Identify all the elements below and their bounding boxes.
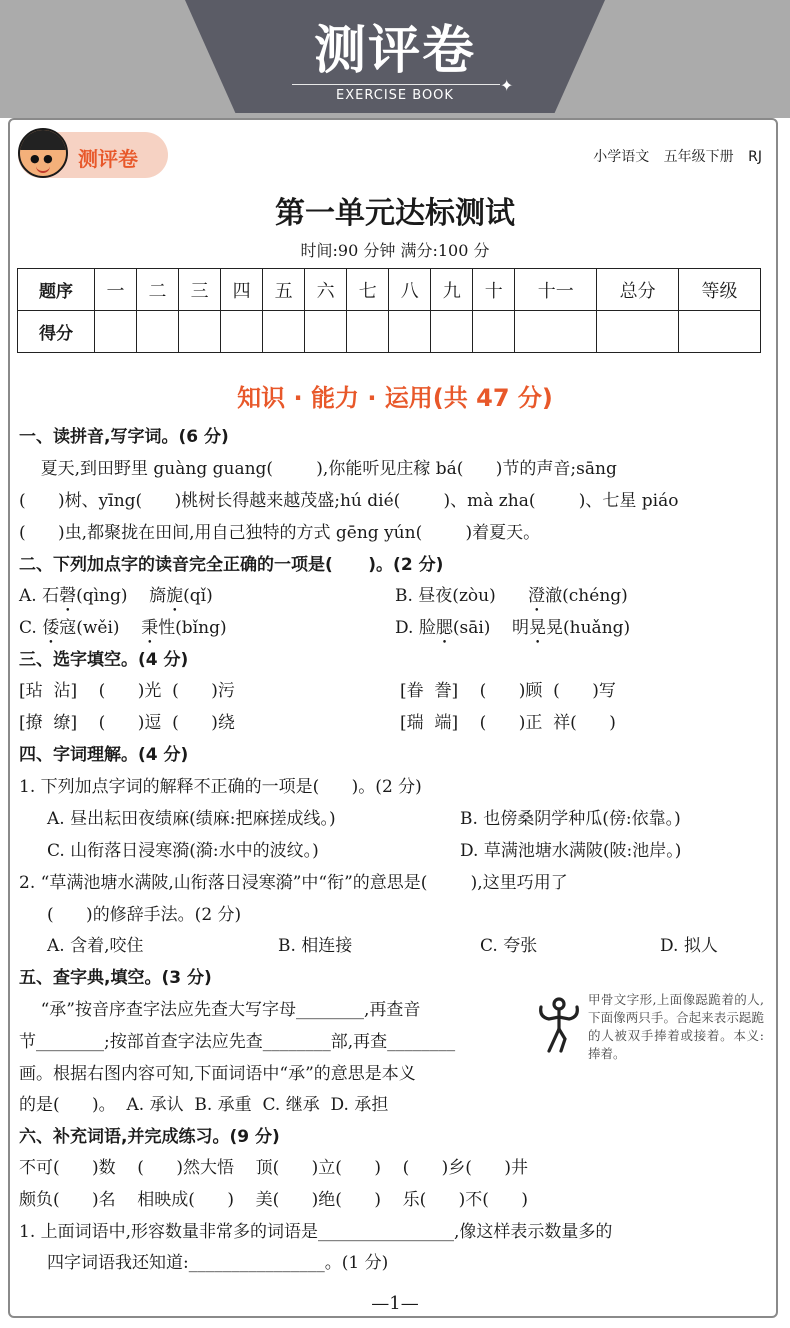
- q3-row: [撩 缭] ( )逗 ( )绕: [19, 713, 235, 733]
- table-cell: 七: [347, 269, 389, 311]
- q1-line: ( )树、yīng( )桃树长得越来越茂盛;hú dié( )、mà zha( )、七星 piáo: [19, 491, 679, 511]
- score-cell[interactable]: [95, 311, 137, 353]
- q4-option: A. 含着,咬住: [47, 936, 144, 956]
- q5-heading: 五、查字典,填空。(3 分): [19, 968, 212, 988]
- table-cell: 十: [473, 269, 515, 311]
- glyph-note: 甲骨文字形,上面像跽跪着的人,下面像两只手。合起来表示跽跪的人被双手捧着或接着。本义:捧着。: [588, 992, 764, 1061]
- q3-heading: 三、选字填空。(4 分): [19, 650, 189, 670]
- table-cell: 八: [389, 269, 431, 311]
- table-cell: 五: [263, 269, 305, 311]
- q6-row: 不可( )数 ( )然大悟 顶( )立( ) ( )乡( )井: [19, 1158, 528, 1178]
- table-cell: 总分: [597, 269, 679, 311]
- table-cell: 九: [431, 269, 473, 311]
- table-cell: 等级: [679, 269, 761, 311]
- section-title: 知识 · 能力 · 运用(共 47 分): [237, 384, 553, 412]
- score-cell[interactable]: [347, 311, 389, 353]
- q3-row: [玷 沾] ( )光 ( )污: [19, 681, 235, 701]
- page-number: —1—: [371, 1293, 419, 1314]
- q3-row: [眷 誊] ( )顾 ( )写: [400, 681, 616, 701]
- q2-option-a: A. 石磬(qìng) 旖旎(qǐ): [19, 586, 213, 606]
- q2-option-b: B. 昼夜(zòu) 澄澈(chéng): [395, 586, 628, 606]
- q3-row: [瑞 端] ( )正 祥( ): [400, 713, 616, 733]
- score-cell[interactable]: [515, 311, 597, 353]
- q4-option: C. 山衔落日浸寒漪(漪:水中的波纹。): [47, 841, 319, 861]
- table-row: [18, 311, 761, 353]
- score-cell[interactable]: [431, 311, 473, 353]
- banner-divider: [292, 84, 500, 85]
- q2-option-d: D. 脸腮(sāi) 明晃晃(huǎng): [395, 618, 631, 638]
- table-cell: 四: [221, 269, 263, 311]
- score-cell[interactable]: [137, 311, 179, 353]
- table-cell: 六: [305, 269, 347, 311]
- q4-option: A. 昼出耘田夜绩麻(绩麻:把麻搓成线。): [47, 809, 336, 829]
- q4-sub2: 2. “草满池塘水满陂,山衔落日浸寒漪”中“衔”的意思是( ),这里巧用了: [19, 873, 568, 893]
- badge-label: 测评卷: [78, 147, 138, 171]
- table-cell: 十一: [515, 269, 597, 311]
- grade-info: 小学语文 五年级下册 RJ: [593, 149, 762, 165]
- row-header-score: 得分: [18, 311, 95, 353]
- table-row: [18, 269, 761, 311]
- score-cell[interactable]: [221, 311, 263, 353]
- q4-option: B. 相连接: [278, 936, 353, 956]
- oracle-bone-character-icon: [535, 995, 583, 1057]
- time-info: 时间:90 分钟 满分:100 分: [300, 241, 490, 260]
- boy-face-icon: ● ●: [18, 128, 68, 178]
- row-header-order: 题序: [18, 269, 95, 311]
- score-cell[interactable]: [473, 311, 515, 353]
- score-cell[interactable]: [679, 311, 761, 353]
- banner-subtitle: EXERCISE BOOK: [336, 88, 454, 103]
- q4-option: D. 拟人: [660, 936, 718, 956]
- q4-sub1: 1. 下列加点字词的解释不正确的一项是( )。(2 分): [19, 777, 422, 797]
- q5-line: 节________;按部首查字法应先查________部,再查________: [19, 1032, 456, 1052]
- q4-option: B. 也傍桑阴学种瓜(傍:依靠。): [460, 809, 681, 829]
- score-cell[interactable]: [263, 311, 305, 353]
- table-cell: 二: [137, 269, 179, 311]
- q5-line: 画。根据右图内容可知,下面词语中“承”的意思是本义: [19, 1064, 416, 1084]
- table-cell: 三: [179, 269, 221, 311]
- q1-line: 夏天,到田野里 guàng guang( ),你能听见庄稼 bá( )节的声音;sāng: [19, 459, 617, 479]
- q4-heading: 四、字词理解。(4 分): [19, 745, 189, 765]
- q6-heading: 六、补充词语,并完成练习。(9 分): [19, 1127, 280, 1147]
- q2-option-c: C. 倭寇(wěi) 秉性(bǐng): [19, 618, 227, 638]
- score-cell[interactable]: [179, 311, 221, 353]
- banner-title: 测评卷: [313, 21, 476, 81]
- q4-option: C. 夸张: [480, 936, 538, 956]
- q5-line: “承”按音序查字法应先查大写字母________,再查音: [19, 1000, 421, 1020]
- q5-line: 的是( )。 A. 承认 B. 承重 C. 继承 D. 承担: [19, 1095, 389, 1115]
- score-table: [17, 268, 761, 353]
- q4-sub2-cont: ( )的修辞手法。(2 分): [47, 905, 242, 925]
- score-cell[interactable]: [597, 311, 679, 353]
- q6-sub1: 1. 上面词语中,形容数量非常多的词语是________________,像这样表示数量多的: [19, 1222, 613, 1242]
- sparkle-icon: ✦: [500, 76, 514, 95]
- q6-sub1-cont: 四字词语我还知道:________________。(1 分): [47, 1253, 389, 1273]
- page-title: 第一单元达标测试: [275, 196, 515, 231]
- q4-option: D. 草满池塘水满陂(陂:池岸。): [460, 841, 682, 861]
- q1-heading: 一、读拼音,写字词。(6 分): [19, 427, 229, 447]
- q6-row: 颇负( )名 相映成( ) 美( )绝( ) 乐( )不( ): [19, 1190, 528, 1210]
- q1-line: ( )虫,都聚拢在田间,用自己独特的方式 gēng yún( )着夏天。: [19, 523, 541, 543]
- table-cell: 一: [95, 269, 137, 311]
- score-cell[interactable]: [389, 311, 431, 353]
- q2-heading: 二、下列加点字的读音完全正确的一项是( )。(2 分): [19, 555, 444, 575]
- score-cell[interactable]: [305, 311, 347, 353]
